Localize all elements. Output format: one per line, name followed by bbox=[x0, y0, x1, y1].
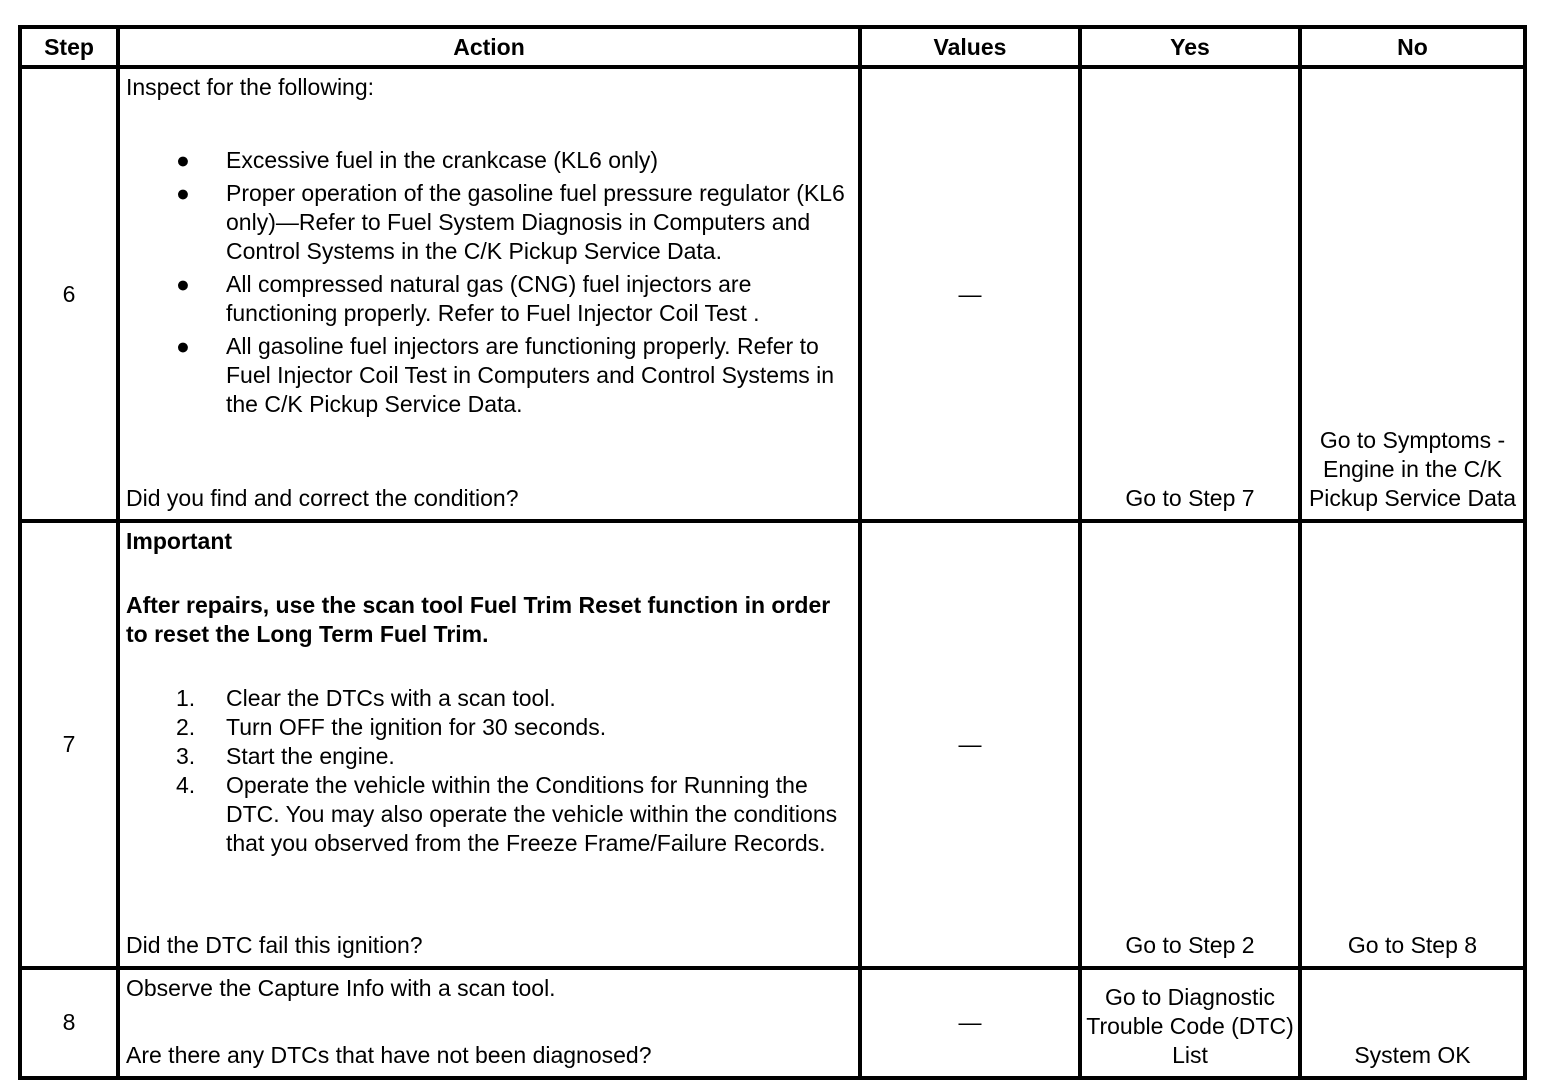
step-number: 6 bbox=[20, 67, 118, 521]
yes-cell: Go to Diagnostic Trouble Code (DTC) List bbox=[1080, 968, 1300, 1078]
header-row bbox=[20, 27, 1525, 67]
important-text: After repairs, use the scan tool Fuel Trim Reset function in order to reset the Long Term Fuel Trim. bbox=[126, 592, 831, 648]
numbered-list bbox=[126, 684, 852, 858]
action-question: Did you find and correct the condition? bbox=[126, 485, 519, 512]
important-label: Important bbox=[126, 528, 233, 555]
header-values: Values bbox=[860, 27, 1080, 67]
header-no: No bbox=[1300, 27, 1525, 67]
action-question: Did the DTC fail this ignition? bbox=[126, 931, 423, 958]
list-number: 2. bbox=[176, 714, 196, 741]
action-intro: Inspect for the following: bbox=[126, 74, 375, 100]
values-cell: — bbox=[860, 67, 1080, 521]
action-intro: Observe the Capture Info with a scan tool. bbox=[126, 974, 556, 1001]
table-row-step-8 bbox=[20, 968, 1525, 1078]
list-item: 1. Clear the DTCs with a scan tool. bbox=[176, 685, 556, 712]
step-number: 7 bbox=[20, 521, 118, 967]
bullet-list bbox=[126, 146, 852, 419]
action-cell bbox=[118, 968, 860, 1078]
list-item: 4. Operate the vehicle within the Conditions for Running the DTC. You may also operate the vehicle within the conditions that you observed from the Freeze Frame/Failure Records. bbox=[176, 772, 838, 857]
list-number: 4. bbox=[176, 772, 196, 799]
header-step: Step bbox=[20, 27, 118, 67]
list-item: ● Excessive fuel in the crankcase (KL6 only) bbox=[176, 147, 659, 173]
yes-cell: Go to Step 2 bbox=[1080, 521, 1300, 967]
bullet-icon: ● bbox=[176, 333, 190, 359]
header-yes: Yes bbox=[1080, 27, 1300, 67]
header-action: Action bbox=[118, 27, 860, 67]
action-cell bbox=[118, 521, 860, 967]
bullet-icon: ● bbox=[176, 180, 190, 206]
list-item: ● All compressed natural gas (CNG) fuel injectors are functioning properly. Refer to Fuel Injector Coil Test . bbox=[176, 271, 760, 326]
list-number: 1. bbox=[176, 685, 196, 712]
values-cell: — bbox=[860, 521, 1080, 967]
list-item: 2. Turn OFF the ignition for 30 seconds. bbox=[176, 714, 607, 741]
list-item: ● Proper operation of the gasoline fuel pressure regulator (KL6 only)—Refer to Fuel System Diagnosis in Computers and Control Systems in the C/K Pickup Service Data. bbox=[176, 180, 845, 264]
no-cell: Go to Step 8 bbox=[1300, 521, 1525, 967]
action-question: Are there any DTCs that have not been diagnosed? bbox=[126, 1042, 652, 1068]
table-row-step-6 bbox=[20, 67, 1525, 521]
action-cell bbox=[118, 67, 860, 521]
list-number: 3. bbox=[176, 743, 196, 770]
yes-cell: Go to Step 7 bbox=[1080, 67, 1300, 521]
step-number: 8 bbox=[20, 968, 118, 1078]
bullet-icon: ● bbox=[176, 271, 190, 297]
bullet-icon: ● bbox=[176, 147, 190, 173]
values-cell: — bbox=[860, 968, 1080, 1078]
list-item: 3. Start the engine. bbox=[176, 743, 395, 770]
table-row-step-7 bbox=[20, 521, 1525, 967]
list-item: ● All gasoline fuel injectors are functioning properly. Refer to Fuel Injector Coil Test in Computers and Control Systems in the C/K Pickup Service Data. bbox=[176, 333, 835, 417]
diagnostic-table bbox=[18, 25, 1527, 1080]
no-cell: System OK bbox=[1300, 968, 1525, 1078]
no-cell: Go to Symptoms - Engine in the C/K Pickup Service Data bbox=[1300, 67, 1525, 521]
